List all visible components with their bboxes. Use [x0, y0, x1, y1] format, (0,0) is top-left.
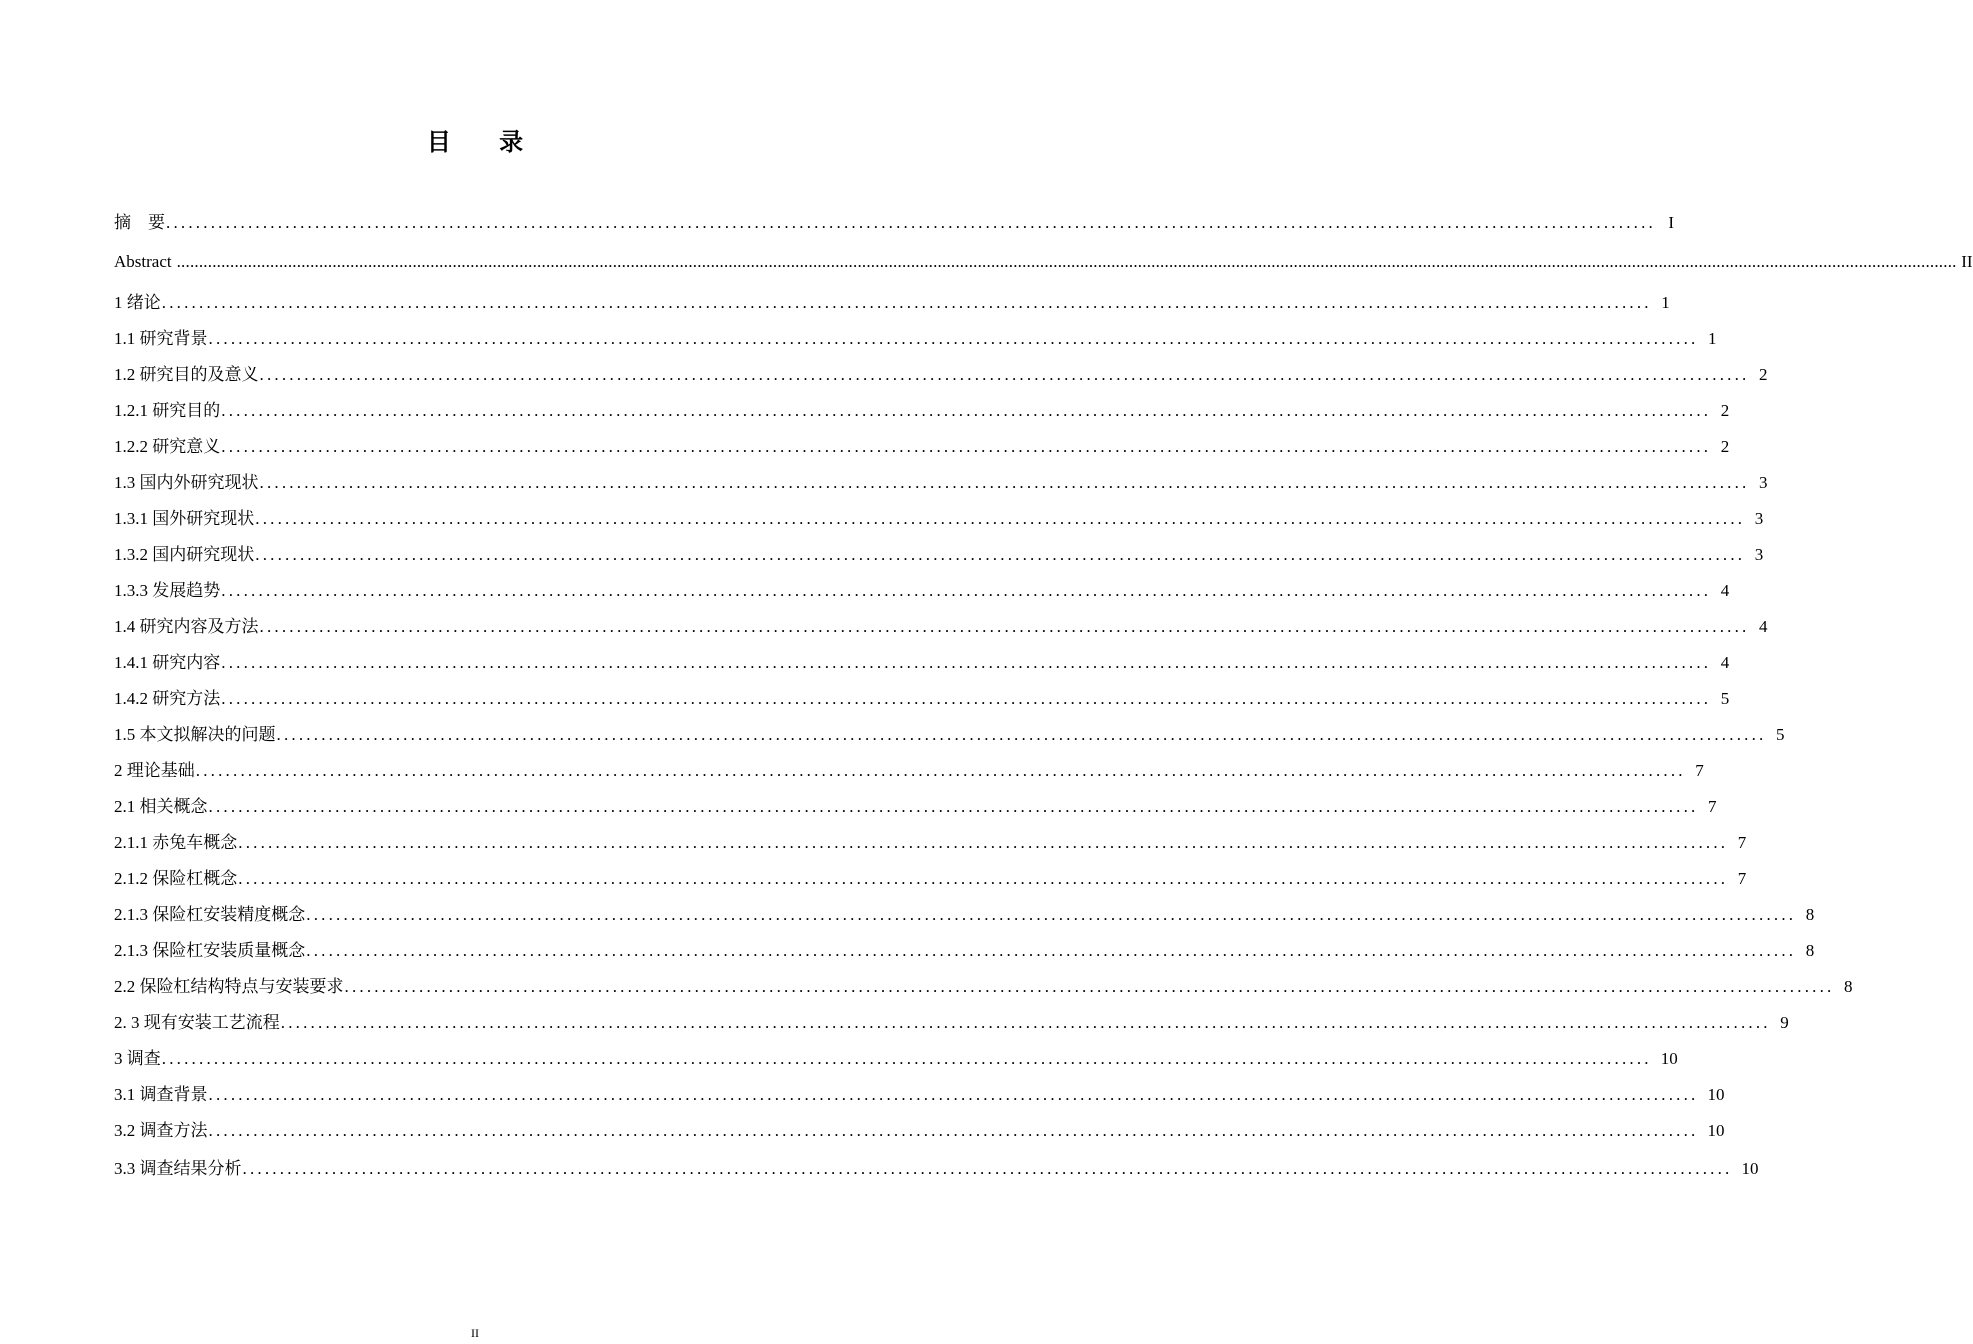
toc-entry[interactable]	[114, 504, 1764, 530]
dot-leader: ........................................................................................................................................................................................................	[255, 545, 1746, 564]
toc-entry[interactable]	[114, 828, 1747, 854]
dot-leader: ........................................................................................................................................................................................................	[259, 365, 1750, 384]
page-title: 目 录	[426, 128, 544, 156]
toc-entry-label: 2.1.1 赤兔车概念	[114, 833, 238, 852]
toc-entry-label: 2.1 相关概念	[114, 797, 208, 816]
toc-entry[interactable]	[114, 1044, 1678, 1070]
toc-entry[interactable]	[114, 1080, 1725, 1106]
dot-leader: ........................................................................................................................................................................................................	[255, 509, 1746, 528]
dot-leader: ........................................................................................................................................................................................................	[195, 761, 1686, 780]
toc-entry-label: 1.4.1 研究内容	[114, 653, 221, 672]
dot-leader: ........................................................................................................................................................................................................	[344, 977, 1835, 996]
toc-entry[interactable]	[114, 360, 1768, 386]
toc-entry[interactable]	[114, 540, 1764, 566]
toc-entry[interactable]	[114, 972, 1853, 998]
dot-leader: ........................................................................................................................................................................................................	[238, 869, 1729, 888]
dot-leader: ........................................................................................................................................................................................................	[221, 689, 1712, 708]
toc-entry-label: 2.2 保险杠结构特点与安装要求	[114, 977, 344, 996]
toc-entry-page: 8	[1805, 905, 1815, 924]
dot-leader: ........................................................................................................................................................................................................	[259, 473, 1750, 492]
dot-leader: ................................................................................................................................................................................................................................................................................................................................................................................................................	[176, 252, 1957, 271]
dot-leader: ........................................................................................................................................................................................................	[242, 1159, 1733, 1178]
toc-entry-label: 3 调查	[114, 1049, 161, 1068]
toc-entry-label: 2 理论基础	[114, 761, 195, 780]
toc-entry-label: 1.3.2 国内研究现状	[114, 545, 255, 564]
dot-leader: ........................................................................................................................................................................................................	[238, 833, 1729, 852]
dot-leader: ........................................................................................................................................................................................................	[166, 213, 1656, 232]
toc-entry[interactable]	[114, 648, 1730, 674]
toc-entry-label: 2.1.3 保险杠安装质量概念	[114, 941, 306, 960]
toc-entry-page: 2	[1720, 401, 1730, 420]
toc-entry-label: 1.2 研究目的及意义	[114, 365, 259, 384]
toc-entry-page: 8	[1805, 941, 1815, 960]
dot-leader: ........................................................................................................................................................................................................	[306, 905, 1797, 924]
toc-entry-label: 1.4.2 研究方法	[114, 689, 221, 708]
toc-entry-page: 10	[1660, 1049, 1678, 1068]
toc-entry-page: 3	[1754, 545, 1764, 564]
dot-leader: ........................................................................................................................................................................................................	[221, 437, 1712, 456]
toc-entry[interactable]	[114, 576, 1730, 602]
toc-entry-page: 7	[1737, 869, 1747, 888]
toc-entry-page: 5	[1720, 689, 1730, 708]
toc-entry-label: 1.3.3 发展趋势	[114, 581, 221, 600]
dot-leader: ........................................................................................................................................................................................................	[280, 1013, 1771, 1032]
dot-leader: ........................................................................................................................................................................................................	[208, 329, 1699, 348]
toc-entry-label: 3.2 调查方法	[114, 1121, 208, 1140]
toc-entry[interactable]	[114, 432, 1730, 458]
toc-entry-page: 5	[1776, 725, 1785, 744]
toc-entry-label: 1.3.1 国外研究现状	[114, 509, 255, 528]
toc-entry-label: 2.1.2 保险杠概念	[114, 869, 238, 888]
toc-entry-label: 3.3 调查结果分析	[114, 1159, 242, 1178]
toc-entry[interactable]	[114, 720, 1785, 746]
toc-entry-page: 7	[1737, 833, 1747, 852]
toc-entry[interactable]	[114, 252, 1973, 278]
toc-entry-page: 10	[1741, 1159, 1759, 1178]
dot-leader: ........................................................................................................................................................................................................	[208, 1121, 1699, 1140]
toc-entry-label: 1.2.2 研究意义	[114, 437, 221, 456]
toc-entry-page: 10	[1707, 1085, 1725, 1104]
toc-entry[interactable]	[114, 1116, 1725, 1142]
dot-leader: ........................................................................................................................................................................................................	[161, 293, 1652, 312]
dot-leader: ........................................................................................................................................................................................................	[276, 725, 1767, 744]
dot-leader: ........................................................................................................................................................................................................	[221, 653, 1712, 672]
toc-entry-page: 1	[1708, 329, 1717, 348]
toc-entry-page: 3	[1754, 509, 1764, 528]
toc-entry[interactable]	[114, 396, 1730, 422]
toc-entry-label: 1.1 研究背景	[114, 329, 208, 348]
toc-entry-label: 1.3 国内外研究现状	[114, 473, 259, 492]
dot-leader: ........................................................................................................................................................................................................	[259, 617, 1750, 636]
toc-entry[interactable]	[114, 468, 1768, 494]
dot-leader: ........................................................................................................................................................................................................	[208, 1085, 1699, 1104]
toc-entry-page: 4	[1720, 581, 1730, 600]
toc-entry-label: 3.1 调查背景	[114, 1085, 208, 1104]
toc-entry-page: 7	[1708, 797, 1717, 816]
toc-entry-page: 2	[1720, 437, 1730, 456]
toc-entry[interactable]	[114, 936, 1815, 962]
dot-leader: ........................................................................................................................................................................................................	[208, 797, 1699, 816]
toc-entry[interactable]	[114, 684, 1730, 710]
toc-entry-page: 3	[1759, 473, 1768, 492]
toc-entry[interactable]	[114, 792, 1717, 818]
toc-entry-label: 2.1.3 保险杠安装精度概念	[114, 905, 306, 924]
toc-entry-label: 1 绪论	[114, 293, 161, 312]
toc-entry[interactable]	[114, 900, 1815, 926]
toc-entry[interactable]	[114, 756, 1704, 782]
toc-entry-page: II	[1961, 252, 1973, 271]
toc-entry[interactable]	[114, 864, 1747, 890]
toc-entry-page: I	[1668, 213, 1674, 232]
dot-leader: ........................................................................................................................................................................................................	[306, 941, 1797, 960]
toc-entry-page: 4	[1720, 653, 1730, 672]
toc-entry-page: 10	[1707, 1121, 1725, 1140]
toc-entry-page: 9	[1780, 1013, 1789, 1032]
toc-entry-label: 1.4 研究内容及方法	[114, 617, 259, 636]
toc-entry-page: 1	[1661, 293, 1670, 312]
toc-entry-label: 摘 要	[114, 213, 165, 232]
toc-entry[interactable]	[114, 288, 1670, 314]
toc-entry[interactable]	[114, 324, 1717, 350]
toc-entry-label: 1.5 本文拟解决的问题	[114, 725, 276, 744]
toc-entry[interactable]	[114, 612, 1768, 638]
page-number: II	[471, 1326, 479, 1340]
toc-entry-page: 8	[1844, 977, 1853, 996]
toc-entry-label: 2. 3 现有安装工艺流程	[114, 1013, 280, 1032]
toc-entry-label: Abstract	[114, 252, 172, 271]
toc-entry[interactable]	[114, 1154, 1759, 1180]
toc-entry-label: 1.2.1 研究目的	[114, 401, 221, 420]
dot-leader: ........................................................................................................................................................................................................	[161, 1049, 1652, 1068]
toc-entry[interactable]	[114, 1008, 1789, 1034]
toc-entry-page: 2	[1759, 365, 1768, 384]
toc-entry-page: 7	[1695, 761, 1704, 780]
toc-entry-page: 4	[1759, 617, 1768, 636]
toc-entry[interactable]	[114, 208, 1674, 234]
dot-leader: ........................................................................................................................................................................................................	[221, 581, 1712, 600]
dot-leader: ........................................................................................................................................................................................................	[221, 401, 1712, 420]
